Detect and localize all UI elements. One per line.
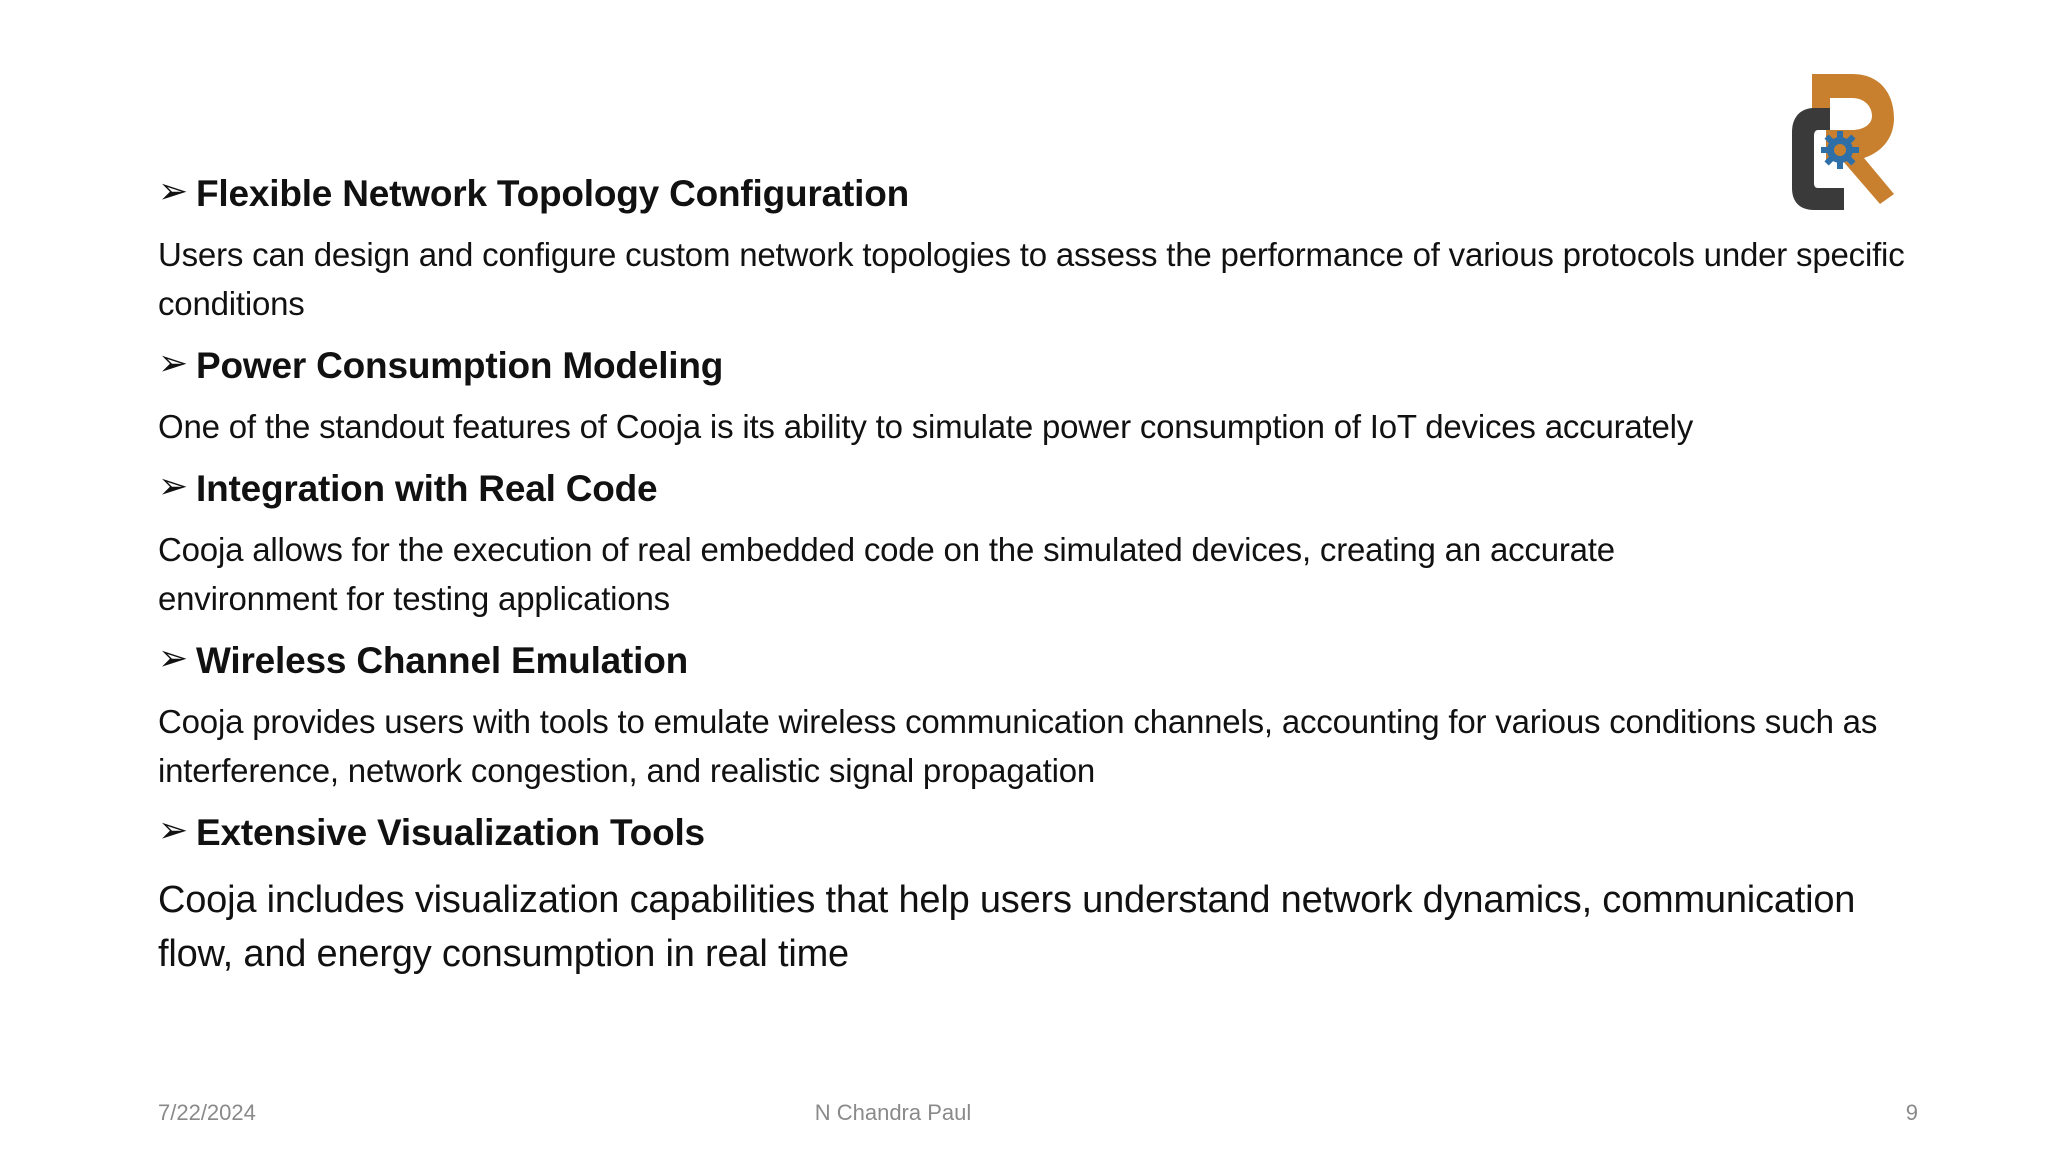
feature-heading-power: [158, 338, 1918, 394]
arrow-bullet-icon: ➢: [158, 342, 188, 383]
feature-title: Extensive Visualization Tools: [196, 812, 705, 853]
arrow-bullet-icon: ➢: [158, 170, 188, 211]
footer-author-text: N Chandra Paul: [814, 1100, 972, 1125]
feature-description-wireless: Cooja provides users with tools to emulate wireless communication channels, accounting for various conditions such as interference, network congestion, and realistic signal propagation: [158, 703, 1878, 789]
feature-description-topology: Users can design and configure custom network topologies to assess the performance of various protocols under specific conditions: [158, 236, 1905, 322]
feature-list: [158, 166, 1918, 991]
footer-author: [0, 1098, 1918, 1128]
feature-title: Wireless Channel Emulation: [196, 640, 689, 681]
feature-heading-real-code: [158, 461, 1918, 517]
feature-description-power: One of the standout features of Cooja is its ability to simulate power consumption of IoT devices accurately: [158, 408, 1694, 445]
arrow-bullet-icon: ➢: [158, 809, 188, 850]
footer-page-number: 9: [1905, 1100, 1918, 1125]
feature-heading-visualization: [158, 805, 1918, 861]
arrow-bullet-icon: ➢: [158, 637, 188, 678]
feature-description-real-code: Cooja allows for the execution of real embedded code on the simulated devices, creating an accurate environment for testing applications: [158, 531, 1615, 617]
feature-title: Flexible Network Topology Configuration: [196, 173, 910, 214]
feature-title: Power Consumption Modeling: [196, 345, 724, 386]
arrow-bullet-icon: ➢: [158, 465, 188, 506]
footer-date: 7/22/2024: [158, 1100, 256, 1125]
feature-title: Integration with Real Code: [196, 468, 658, 509]
feature-heading-topology: [158, 166, 1918, 222]
feature-heading-wireless: [158, 633, 1918, 689]
feature-description-visualization: Cooja includes visualization capabilities that help users understand network dynamics, communication flow, and energy consumption in real time: [158, 879, 1856, 975]
